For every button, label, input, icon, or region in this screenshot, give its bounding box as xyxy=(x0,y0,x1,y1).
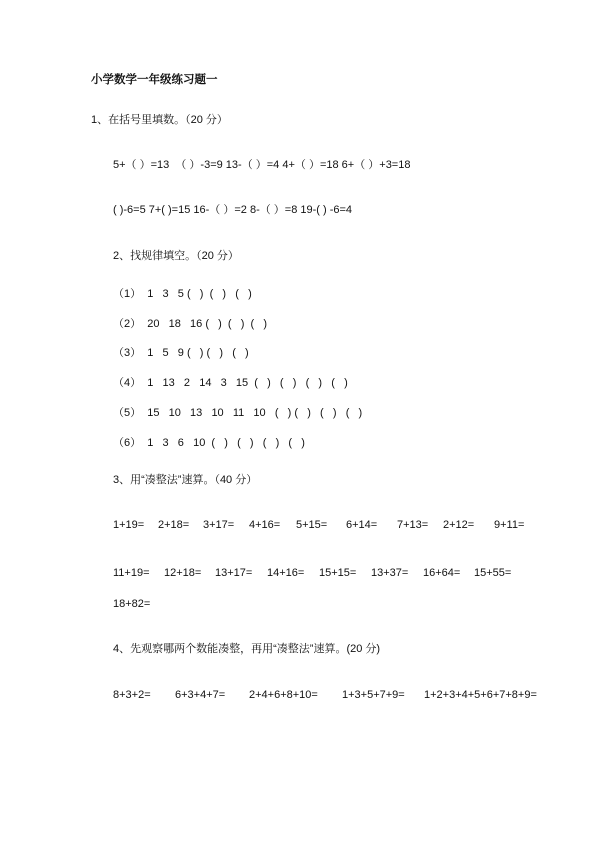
section1-heading: 1、在括号里填数。（20 分） xyxy=(91,114,228,126)
section1-line-2: ( )-6=5 7+( )=15 16-（ ）=2 8-（ ）=8 19-( ) -6=4 xyxy=(113,204,353,216)
sum-item: 1+2+3+4+5+6+7+8+9= xyxy=(424,689,537,701)
sum-item: 2+18= xyxy=(158,519,190,531)
section4-heading: 4、先观察哪两个数能凑整，再用“凑整法”速算。(20 分) xyxy=(113,643,381,655)
pattern-row-5: （5） 15 10 13 10 11 10 ( ) ( ) ( ) ( ) xyxy=(113,407,363,419)
sum-item: 1+19= xyxy=(113,519,145,531)
sum-item: 2+4+6+8+10= xyxy=(249,689,318,701)
sum-item: 2+12= xyxy=(443,519,475,531)
section3-heading: 3、用“凑整法”速算。（40 分） xyxy=(113,474,258,486)
pattern-row-2: （2） 20 18 16 ( ) ( ) ( ) xyxy=(113,318,268,330)
sum-item: 16+64= xyxy=(423,567,461,579)
sum-item: 9+11= xyxy=(494,519,525,531)
sum-item: 14+16= xyxy=(267,567,305,579)
sum-item: 13+17= xyxy=(215,567,253,579)
sum-item: 15+55= xyxy=(474,567,512,579)
page-title: 小学数学一年级练习题一 xyxy=(91,74,218,86)
sum-item: 8+3+2= xyxy=(113,689,151,701)
pattern-row-4: （4） 1 13 2 14 3 15 ( ) ( ) ( ) ( ) xyxy=(113,377,348,389)
sum-item: 7+13= xyxy=(397,519,429,531)
section1-line-1: 5+（ ）=13 （ ）-3=9 13-（ ）=4 4+（ ）=18 6+（ ）+3=18 xyxy=(113,159,411,171)
sum-item: 6+14= xyxy=(346,519,378,531)
sum-item: 11+19= xyxy=(113,567,150,579)
pattern-row-3: （3） 1 5 9 ( ) ( ) ( ) xyxy=(113,347,249,359)
sum-item: 4+16= xyxy=(249,519,281,531)
sum-item: 6+3+4+7= xyxy=(175,689,226,701)
sum-item: 13+37= xyxy=(371,567,409,579)
sum-item: 15+15= xyxy=(319,567,357,579)
sum-item: 5+15= xyxy=(296,519,328,531)
sum-item: 12+18= xyxy=(164,567,202,579)
sum-item: 18+82= xyxy=(113,598,151,610)
pattern-row-1: （1） 1 3 5 ( ) ( ) ( ) xyxy=(113,288,252,300)
sum-item: 1+3+5+7+9= xyxy=(342,689,405,701)
sum-item: 3+17= xyxy=(203,519,235,531)
section2-heading: 2、找规律填空。（20 分） xyxy=(113,250,239,262)
pattern-row-6: （6） 1 3 6 10 ( ) ( ) ( ) ( ) xyxy=(113,437,305,449)
